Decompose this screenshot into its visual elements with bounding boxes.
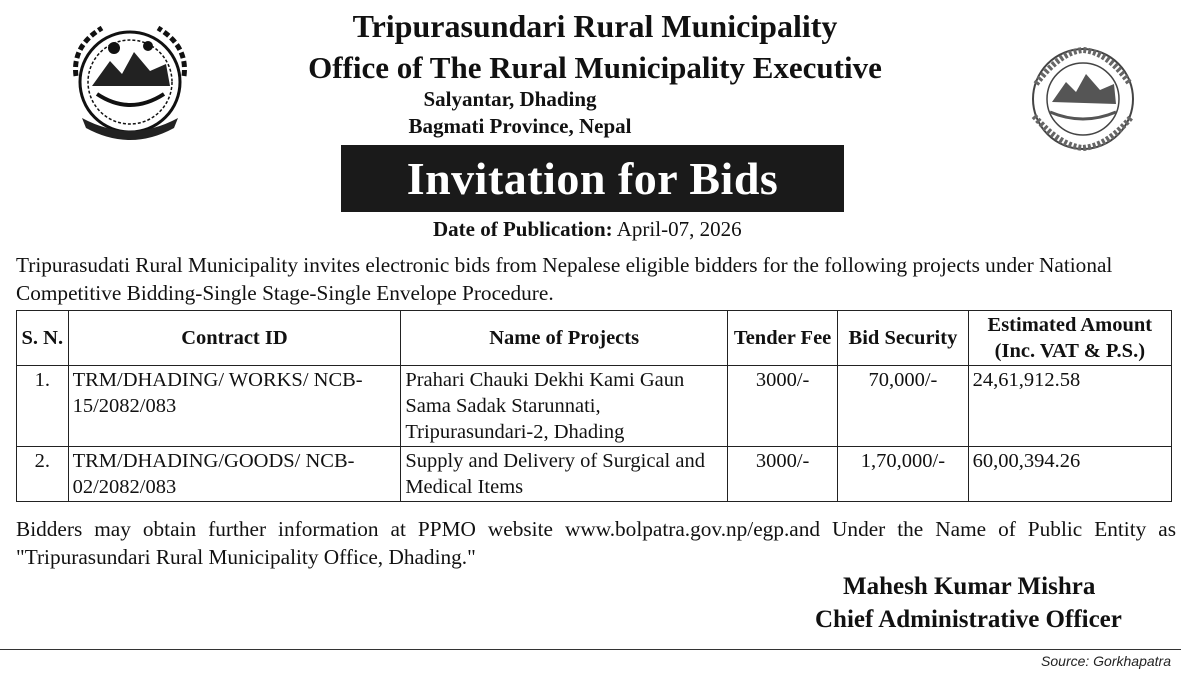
row-contract-id: TRM/DHADING/ WORKS/ NCB-15/2082/083 — [68, 366, 401, 447]
header-contract-id: Contract ID — [68, 311, 401, 366]
publication-date — [433, 217, 742, 242]
signatory-name: Mahesh Kumar Mishra — [843, 573, 1096, 600]
header-estimated-amount: Estimated Amount (Inc. VAT & P.S.) — [968, 311, 1171, 366]
publication-date-value: April-07, 2026 — [616, 217, 742, 241]
municipality-name: Tripurasundari Rural Municipality — [352, 8, 838, 44]
signatory-title: Chief Administrative Officer — [815, 606, 1122, 633]
office-name: Office of The Rural Municipality Executive — [308, 50, 882, 85]
row-bid-security: 1,70,000/- — [838, 447, 968, 502]
row-sn: 1. — [17, 366, 69, 447]
row-estimated-amount: 24,61,912.58 — [968, 366, 1171, 447]
header-project-name: Name of Projects — [401, 311, 728, 366]
row-project-name: Supply and Delivery of Surgical and Medical Items — [401, 447, 728, 502]
row-contract-id: TRM/DHADING/GOODS/ NCB-02/2082/083 — [68, 447, 401, 502]
office-location: Salyantar, Dhading — [423, 87, 597, 111]
row-estimated-amount: 60,00,394.26 — [968, 447, 1171, 502]
source-credit: Source: Gorkhapatra — [1041, 653, 1171, 669]
publication-date-label: Date of Publication: — [433, 217, 613, 241]
bids-table — [16, 310, 1172, 502]
row-tender-fee: 3000/- — [727, 366, 837, 447]
notice-banner: Invitation for Bids — [341, 145, 844, 212]
header-sn: S. N. — [17, 311, 69, 366]
table-header-row — [17, 311, 1172, 366]
row-sn: 2. — [17, 447, 69, 502]
footnote-paragraph: Bidders may obtain further information at PPMO website www.bolpatra.gov.np/egp.and Under the Name of Public Entity as "Tripurasundari Rural Municipality Office, Dhading." — [16, 517, 1176, 569]
table-row — [17, 447, 1172, 502]
header-bid-security: Bid Security — [838, 311, 968, 366]
header-tender-fee: Tender Fee — [727, 311, 837, 366]
row-tender-fee: 3000/- — [727, 447, 837, 502]
intro-paragraph: Tripurasudati Rural Municipality invites electronic bids from Nepalese eligible bidders for the following projects under National Competitive Bidding-Single Stage-Single Envelope Procedure. — [16, 253, 1113, 305]
row-bid-security: 70,000/- — [838, 366, 968, 447]
table-row — [17, 366, 1172, 447]
office-province: Bagmati Province, Nepal — [408, 114, 632, 138]
row-project-name: Prahari Chauki Dekhi Kami Gaun Sama Sadak Starunnati, Tripurasundari-2, Dhading — [401, 366, 728, 447]
